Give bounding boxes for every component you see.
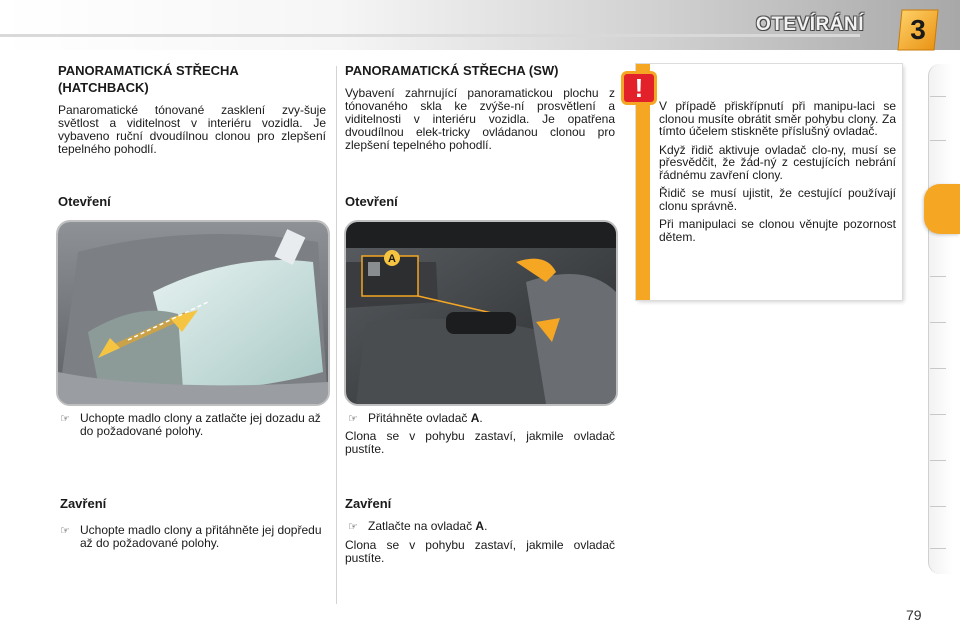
warning-paragraph: Při manipulaci se clonou věnujte pozornost dětem. bbox=[659, 217, 896, 244]
pointing-hand-icon: ☞ bbox=[60, 524, 70, 537]
middle-column bbox=[345, 62, 615, 152]
control-label-a: A bbox=[388, 253, 396, 265]
exclamation-icon: ! bbox=[624, 74, 654, 102]
tab-divider bbox=[930, 322, 946, 323]
section-title-sw: PANORAMATICKÁ STŘECHA (SW) bbox=[345, 63, 559, 78]
warning-paragraph: V případě přiskřípnutí při manipu-laci se clonou musíte obrátit směr pohybu clony. Za tímto účelem stiskněte příslušný ovladač. bbox=[659, 99, 896, 138]
header-line bbox=[0, 34, 860, 37]
column-divider bbox=[336, 66, 337, 604]
pointing-hand-icon: ☞ bbox=[348, 520, 358, 533]
chapter-number: 3 bbox=[910, 14, 926, 45]
tab-divider bbox=[930, 506, 946, 507]
tab-divider bbox=[930, 276, 946, 277]
chapter-badge bbox=[894, 8, 942, 52]
control-photo-sw bbox=[344, 220, 618, 406]
tab-divider bbox=[930, 140, 946, 141]
open-note-sw: Clona se v pohybu zastaví, jakmile ovladač pustíte. bbox=[345, 429, 615, 456]
hatchback-intro: Panaromatické tónované zasklení zvy-šuje světlost a viditelnost v interiéru vozidla. Je vybaveno ruční dvoudílnou clonou pro zlepšení tepelného pohodlí. bbox=[58, 103, 326, 156]
close-instruction-hatchback: ☞ Uchopte madlo clony a přitáhněte jej dopředu až do požadované polohy. bbox=[60, 523, 322, 550]
control-key-a: A bbox=[475, 519, 485, 533]
close-note-sw: Clona se v pohybu zastaví, jakmile ovladač pustíte. bbox=[345, 538, 615, 565]
tab-divider bbox=[930, 460, 946, 461]
pointing-hand-icon: ☞ bbox=[60, 412, 70, 425]
close-instruction-sw: ☞ Zatlačte na ovladač A. bbox=[348, 519, 488, 533]
open-heading-sw: Otevření bbox=[345, 194, 398, 209]
chapter-title: OTEVÍRÁNÍ bbox=[756, 14, 864, 35]
warning-paragraph: Když řidič aktivuje ovladač clo-ny, musí se přesvědčit, že žád-ný z cestujících nebrání řádnému zavření clony. bbox=[659, 142, 896, 182]
open-instruction-hatchback: ☞ Uchopte madlo clony a zatlačte jej dozadu až do požadované polohy. bbox=[60, 411, 321, 438]
tab-divider bbox=[930, 368, 946, 369]
sw-intro: Vybavení zahrnující panoramatickou plochu z tónovaného skla ke zvýše-ní prosvětlení a viditelnosti v interiéru vozidla. Je opatřena dvoudílnou elek-tricky ovládanou clonou pro zlepšení tepelného pohodlí. bbox=[345, 86, 615, 152]
left-column bbox=[58, 62, 326, 156]
warning-paragraph: Řidič se musí ujistit, že cestující používají clonu správně. bbox=[659, 186, 896, 213]
section-title-hatchback: PANORAMATICKÁ STŘECHA (HATCHBACK) bbox=[58, 63, 239, 95]
pointing-hand-icon: ☞ bbox=[348, 412, 358, 425]
control-key-a: A bbox=[470, 411, 480, 425]
warning-text bbox=[659, 100, 896, 249]
active-chapter-tab[interactable] bbox=[924, 184, 960, 234]
open-heading-hatchback: Otevření bbox=[58, 194, 111, 209]
close-heading-sw: Zavření bbox=[345, 496, 392, 511]
open-instruction-sw: ☞ Přitáhněte ovladač A. bbox=[348, 411, 483, 425]
tab-divider bbox=[930, 414, 946, 415]
page-number: 79 bbox=[906, 607, 922, 623]
close-heading-hatchback: Zavření bbox=[60, 496, 107, 511]
tab-divider bbox=[930, 96, 946, 97]
sunroof-photo-hatchback bbox=[56, 220, 330, 406]
tab-divider bbox=[930, 548, 946, 549]
